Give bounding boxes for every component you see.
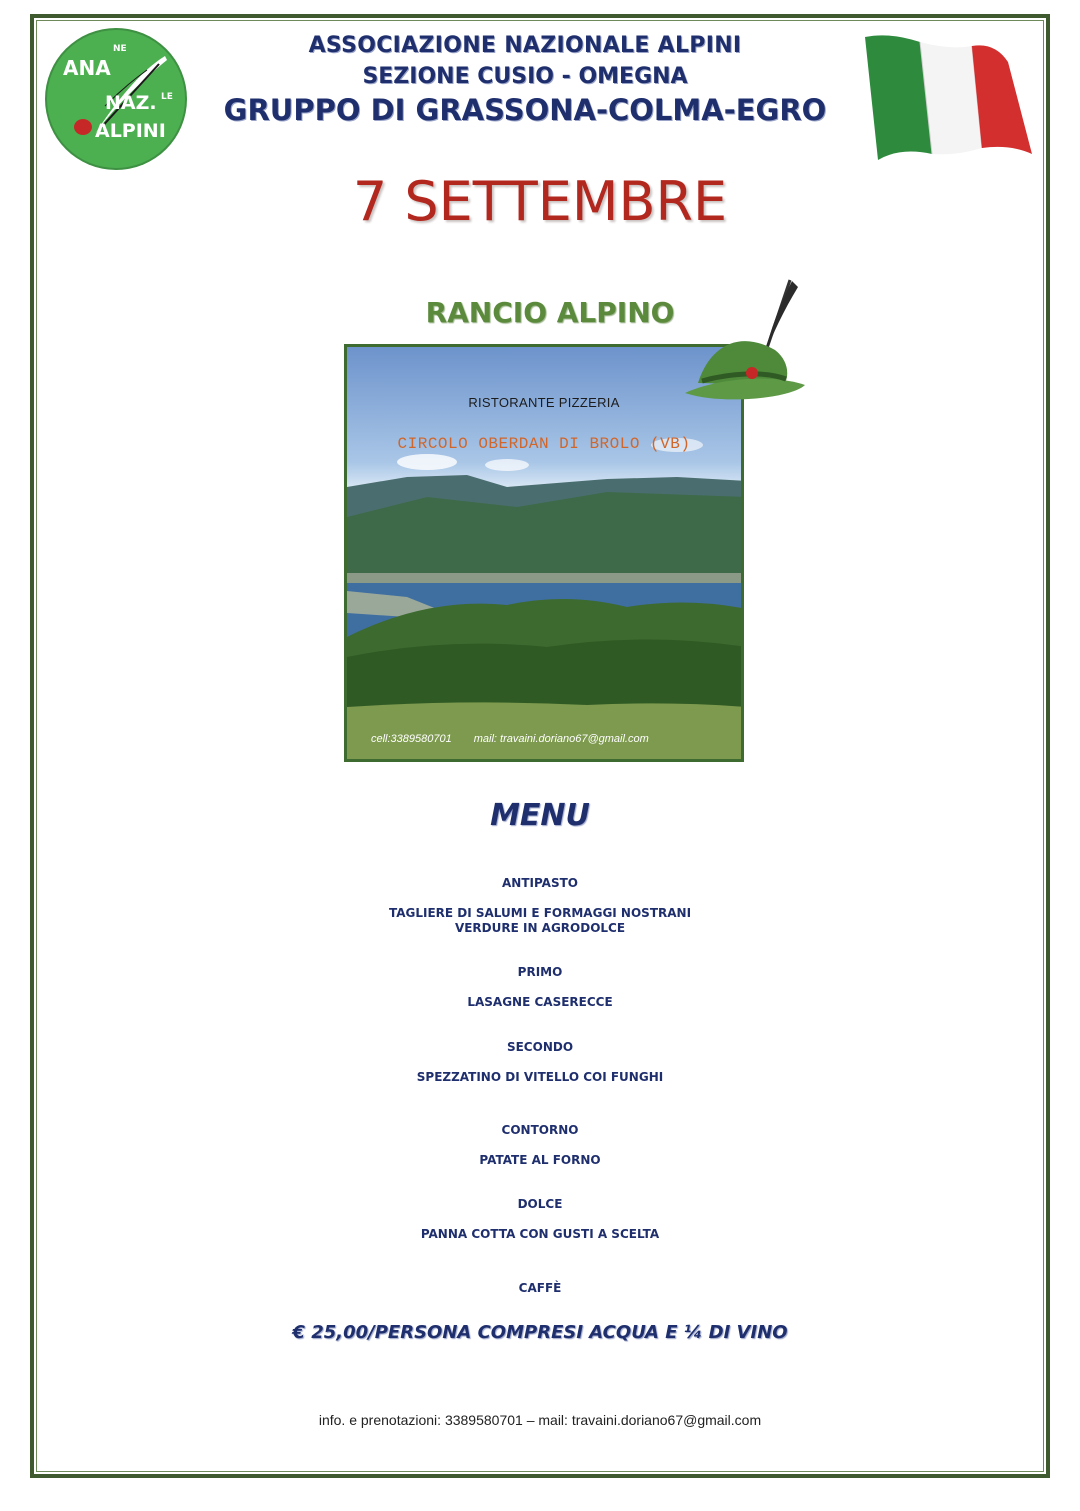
event-date: 7 SETTEMBRE — [352, 170, 728, 233]
course-antipasto-item-2: VERDURE IN AGRODOLCE — [454, 921, 626, 935]
photo-mail: mail: travaini.doriano67@gmail.com — [473, 733, 649, 745]
venue-type: RISTORANTE PIZZERIA — [468, 395, 620, 410]
course-secondo-item: SPEZZATINO DI VITELLO COI FUNGHI — [416, 1070, 664, 1084]
course-secondo: SECONDO — [506, 1040, 574, 1054]
logo-text-alpini: ALPINI — [95, 120, 166, 142]
logo-sup-ne: NE — [113, 44, 127, 54]
course-contorno: CONTORNO — [501, 1123, 579, 1137]
header-section: SEZIONE CUSIO - OMEGNA — [362, 64, 688, 89]
menu-title: MENU — [490, 798, 590, 833]
course-contorno-item: PATATE AL FORNO — [479, 1153, 601, 1167]
venue-name: CIRCOLO OBERDAN DI BROLO (VB) — [397, 435, 691, 453]
event-title: RANCIO ALPINO — [425, 296, 675, 329]
italian-flag-icon — [860, 32, 1035, 162]
logo-sup-le: LE — [161, 92, 173, 102]
alpine-hat-icon — [680, 275, 810, 410]
course-antipasto-item-1: TAGLIERE DI SALUMI E FORMAGGI NOSTRANI — [388, 906, 692, 920]
footer-info: info. e prenotazioni: 3389580701 – mail: travaini.doriano67@gmail.com — [318, 1412, 762, 1428]
course-dolce: DOLCE — [517, 1197, 563, 1211]
course-dolce-item: PANNA COTTA CON GUSTI A SCELTA — [420, 1227, 660, 1241]
photo-cell: cell:3389580701 — [371, 733, 452, 745]
logo-text-naz: NAZ. — [105, 92, 157, 114]
course-antipasto: ANTIPASTO — [502, 876, 578, 890]
course-primo-item: LASAGNE CASERECCE — [467, 995, 613, 1009]
ana-logo — [47, 30, 185, 168]
logo-text-ana: ANA — [63, 56, 111, 80]
course-primo: PRIMO — [517, 965, 563, 979]
header-group: GRUPPO DI GRASSONA-COLMA-EGRO — [223, 93, 827, 127]
header-association: ASSOCIAZIONE NAZIONALE ALPINI — [308, 33, 742, 58]
course-caffe: CAFFÈ — [518, 1281, 562, 1295]
price-line: € 25,00/PERSONA COMPRESI ACQUA E ¼ DI VINO — [292, 1322, 788, 1343]
photo-contact — [371, 733, 731, 745]
